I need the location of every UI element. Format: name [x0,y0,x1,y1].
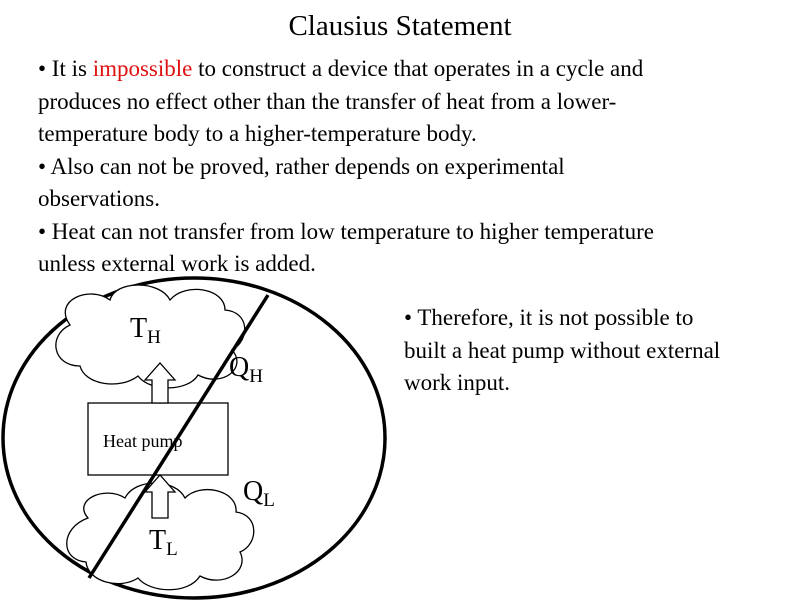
slide-title: Clausius Statement [288,10,512,42]
bullet-2-line-2: observations. [38,186,161,211]
hot-reservoir-label: $T_H$ [130,313,161,348]
bullet-1-line-2: produces no effect other than the transfer of heat from a lower- [38,88,617,114]
conclusion-line-2: built a heat pump without external [404,337,721,363]
heat-in-label: $Q_L$ [243,476,275,511]
bullet-3-line-1: • Heat can not transfer from low temperature to higher temperature [38,218,655,244]
heat-pump-label: Heat pump [103,431,183,451]
cold-reservoir-label: $T_L$ [149,525,178,560]
heat-out-label: $Q_H$ [229,352,263,387]
conclusion-bullet [404,302,784,400]
bullet-1-line-1: • It is impossible to construct a device that operates in a cycle and [38,56,644,81]
bullet-1-line-3: temperature body to a higher-temperature body. [38,121,477,146]
highlight-word: impossible [92,56,193,81]
conclusion-line-3: work input. [404,370,511,395]
bullet-3-line-2: unless external work is added. [38,251,316,276]
bullet-2-line-1: • Also can not be proved, rather depends on experimental [38,153,565,179]
conclusion-line-1: • Therefore, it is not possible to [404,305,694,330]
